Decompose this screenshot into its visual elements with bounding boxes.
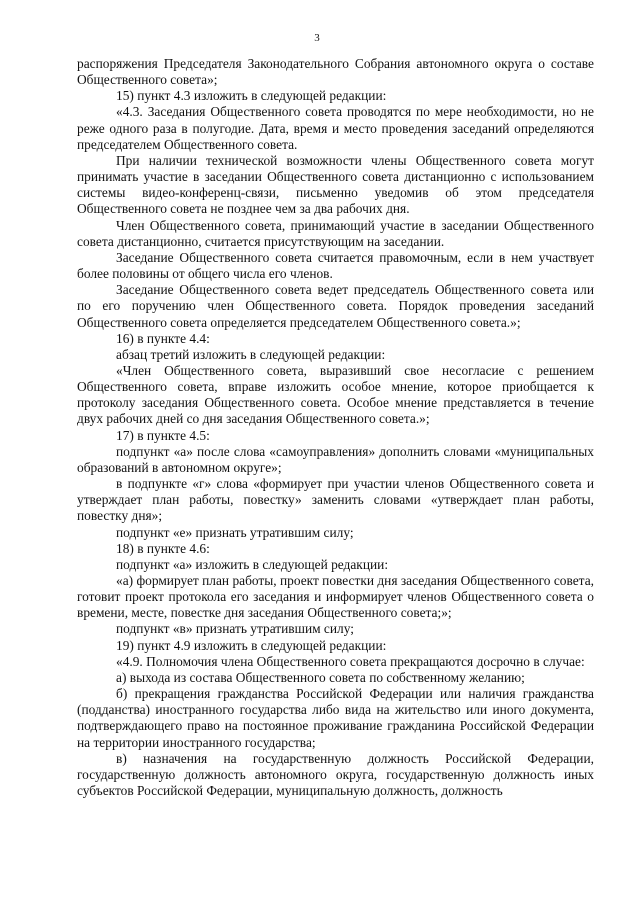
paragraph: «4.3. Заседания Общественного совета проводятся по мере необходимости, но не реже одного раза в полугодие. Дата, время и место проведения заседаний определяются председателем Общественного совета. — [77, 104, 594, 152]
paragraph: подпункт «в» признать утратившим силу; — [116, 621, 354, 637]
paragraph: б) прекращения гражданства Российской Федерации или наличия гражданства (подданства) иностранного государства либо вида на жительство или иного документа, подтверждающего право на постоянное проживание гражданина Российской Федерации на территории иностранного государства; — [77, 686, 594, 750]
paragraph: в) назначения на государственную должность Российской Федерации, государственную должность автономного округа, государственную должность иных субъектов Российской Федерации, муниципальную должность, должность — [77, 750, 594, 799]
paragraph: в подпункте «г» слова «формирует при участии членов Общественного совета и утверждает план работы, повестку» заменить словами «утверждает план работы, повестку дня»; — [77, 476, 594, 524]
paragraph: При наличии технической возможности члены Общественного совета могут принимать участие в заседании Общественного совета дистанционно с использованием системы видео-конференц-связи, письменно уведомив об этом председателя Общественного совета не позднее чем за два рабочих дня. — [77, 152, 594, 217]
document-body — [77, 56, 594, 799]
paragraph: 18) в пункте 4.6: — [116, 540, 210, 556]
paragraph: абзац третий изложить в следующей редакции: — [116, 346, 386, 362]
paragraph: подпункт «а» изложить в следующей редакции: — [116, 556, 389, 572]
paragraph: 19) пункт 4.9 изложить в следующей редакции: — [116, 637, 387, 653]
paragraph: Член Общественного совета, принимающий участие в заседании Общественного совета дистанционно, считается присутствующим на заседании. — [77, 217, 594, 249]
paragraph: подпункт «е» признать утратившим силу; — [116, 524, 354, 540]
paragraph: 16) в пункте 4.4: — [116, 330, 210, 346]
paragraph: «Член Общественного совета, выразивший свое несогласие с решением Общественного совета, вправе изложить особое мнение, которое приобщается к протоколу заседания Общественного совета. Особое мнение представляется в течение двух рабочих дней со дня заседания Общественного совета.»; — [77, 362, 594, 427]
paragraph: Заседание Общественного совета ведет председатель Общественного совета или по его поручению член Общественного совета. Порядок проведения заседаний Общественного совета определяется председателем Общественного совета.»; — [77, 282, 594, 330]
paragraph: 15) пункт 4.3 изложить в следующей редакции: — [116, 88, 387, 104]
paragraph: Заседание Общественного совета считается правомочным, если в нем участвует более половины от общего числа его членов. — [77, 249, 594, 282]
page-number: 3 — [314, 32, 320, 44]
paragraph: распоряжения Председателя Законодательного Собрания автономного округа о составе Общественного совета»; — [77, 56, 594, 88]
paragraph: а) выхода из состава Общественного совета по собственному желанию; — [116, 669, 525, 685]
paragraph: подпункт «а» после слова «самоуправления» дополнить словами «муниципальных образований в автономном округе»; — [77, 443, 594, 475]
paragraph: 17) в пункте 4.5: — [116, 427, 210, 443]
paragraph: «а) формирует план работы, проект повестки дня заседания Общественного совета, готовит проект протокола его заседания и информирует членов Общественного совета о времени, месте, повестке дня заседания Общественного совета;»; — [77, 573, 594, 621]
paragraph: «4.9. Полномочия члена Общественного совета прекращаются досрочно в случае: — [116, 653, 585, 669]
